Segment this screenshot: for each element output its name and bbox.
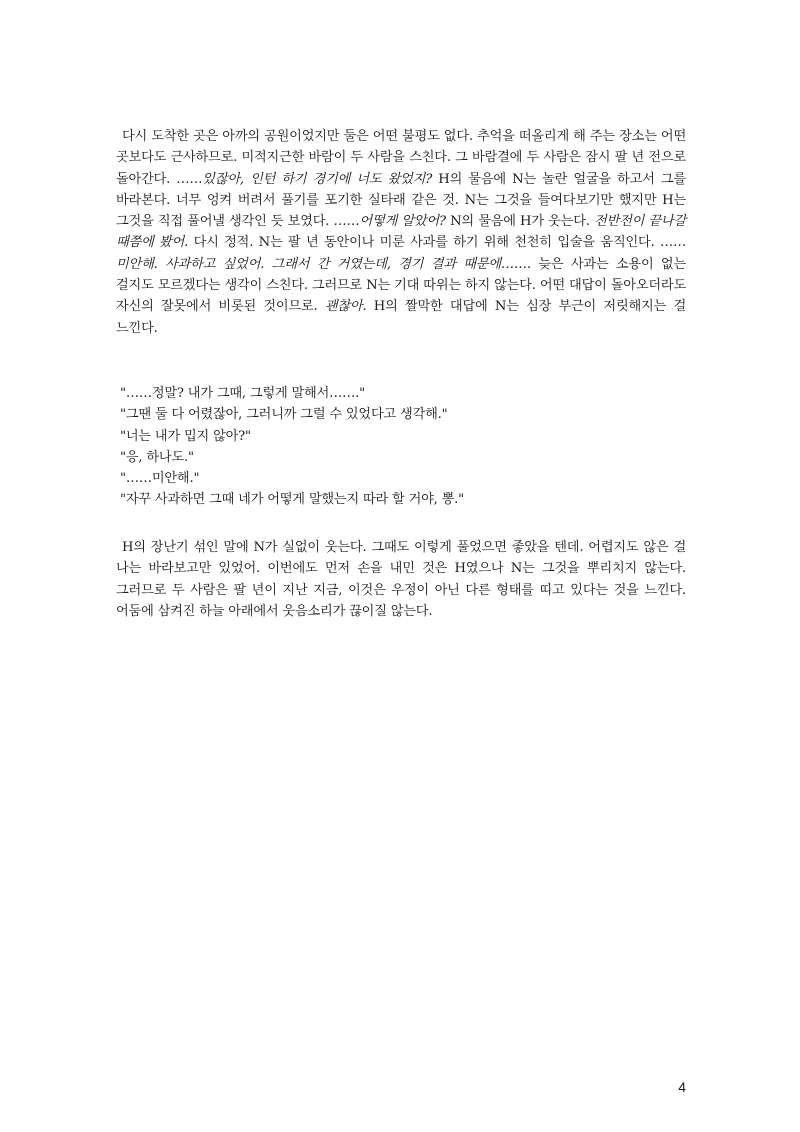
dialogue-line: "자꾸 사과하면 그때 네가 어떻게 말했는지 따라 할 거야, 뽕." [120, 492, 465, 508]
text-run: 다시 도착한 곳은 아까의 공원이었지만 둘은 어떤 불평도 없다. 추억을 떠올리게 해 주는 장소는 어떤 곳보다도 근사하므로. 미적지근한 바람이 두 사람을 스친다. 그 바람결에 두 사람은 잠시 팔 년 전으로 돌아간다. [116, 129, 686, 187]
dialogue-line: "응, 하나도." [120, 449, 194, 465]
dialogue-line: "그땐 둘 다 어렸잖아, 그러니까 그럴 수 있었다고 생각해." [120, 407, 448, 423]
italic-thought: ……미안해. 사과하고 싶었어. 그래서 간 거였는데, 경기 결과 때문에……. [116, 235, 686, 272]
text-run: H의 물음에 N는 놀란 얼굴을 하고서 그를 바라본다. 너무 엉켜 버려서 풀기를 포기한 실타래 같은 것. N는 그것을 들여다보기만 했지만 H는 그것을 직접 풀어낼 생각인 듯 보였다. [116, 171, 687, 230]
dialogue-line: "너는 내가 밉지 않아?" [120, 428, 251, 444]
italic-thought: ……있잖아, 인턴 하기 경기에 너도 왔었지? [176, 171, 433, 187]
italic-thought: 전반전이 끝나갈 때쯤에 봤어. [116, 214, 687, 251]
paragraph-text [116, 126, 686, 339]
text-run: 다시 정적. N는 팔 년 동안이나 미룬 사과를 하기 위해 천천히 입술을 움직인다. [188, 235, 661, 251]
narrative-paragraph-2 [116, 537, 686, 622]
text-run: 늦은 사과는 소용이 없는 걸지도 모르겠다는 생각이 스친다. 그러므로 N는 기대 따위는 하지 않는다. 어떤 대답이 돌아오더라도 자신의 잘못에서 비롯된 것이므로. [116, 256, 687, 315]
text-run: H의 짤막한 대답에 N는 심장 부근이 저릿해지는 걸 느낀다. [116, 299, 686, 336]
page-number: 4 [678, 1079, 686, 1095]
narrative-paragraph-1 [116, 126, 686, 339]
italic-thought: ……어떻게 알았어? [333, 214, 446, 230]
italic-thought: 괜찮아. [324, 299, 367, 315]
paragraph-text: H의 장난기 섞인 말에 N가 실없이 웃는다. 그때도 이렇게 풀었으면 좋았을 텐데. 어렵지도 않은 걸 나는 바라보고만 있었어. 이번에도 먼저 손을 내민 것은 H였으나 N는 그것을 뿌리치지 않는다. 그러므로 두 사람은 팔 년이 지난 지금, 이것은 우정이 아닌 다른 형태를 띠고 있다는 것을 느낀다. 어둠에 삼켜진 하늘 아래에서 웃음소리가 끊이질 않는다. [116, 540, 686, 619]
dialogue-line: "……정말? 내가 그때, 그렇게 말해서……." [120, 386, 365, 401]
text-run: N의 물음에 H가 웃는다. [445, 214, 594, 230]
dialogue-block [116, 383, 686, 511]
dialogue-line: "……미안해." [120, 471, 200, 487]
